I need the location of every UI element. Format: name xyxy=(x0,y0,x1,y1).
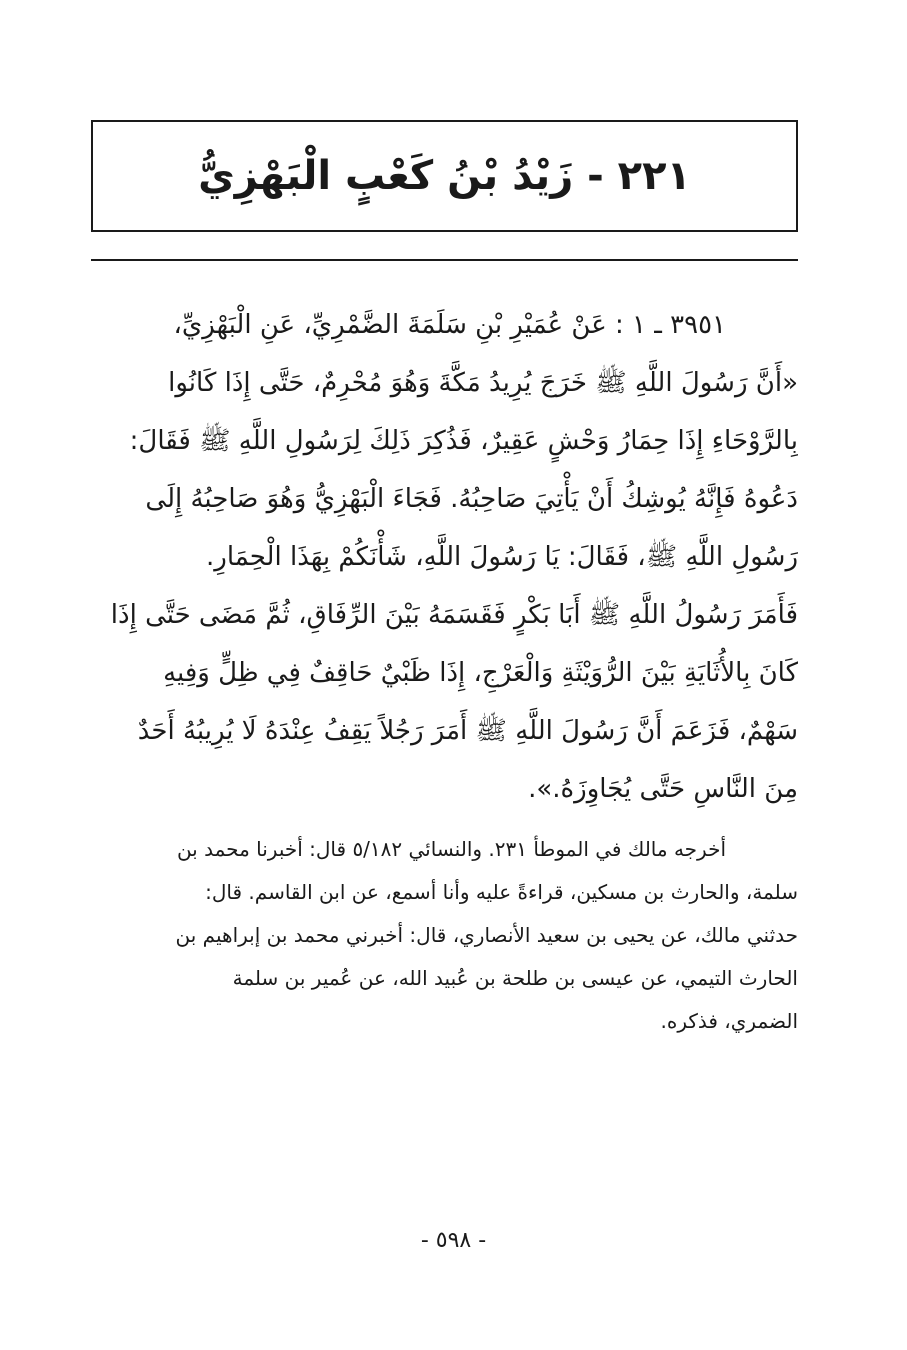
header-divider xyxy=(91,259,798,261)
hadith-line: مِنَ النَّاسِ حَتَّى يُجَاوِزَهُ.». xyxy=(528,774,798,804)
takhrij-line: حدثني مالك، عن يحيى بن سعيد الأنصاري، قال: أخبرني محمد بن إبراهيم بن xyxy=(175,923,798,947)
hadith-line: رَسُولِ اللَّهِ ﷺ، فَقَالَ: يَا رَسُولَ اللَّهِ، شَأْنَكُمْ بِهَذَا الْحِمَارِ. xyxy=(206,542,798,572)
chapter-title: ٢٢١ - زَيْدُ بْنُ كَعْبٍ الْبَهْزِيُّ xyxy=(198,153,691,199)
takhrij-line: الضمري، فذكره. xyxy=(660,1009,798,1033)
hadith-text xyxy=(91,296,798,818)
hadith-line: دَعُوهُ فَإِنَّهُ يُوشِكُ أَنْ يَأْتِيَ صَاحِبُهُ. فَجَاءَ الْبَهْزِيُّ وَهُوَ صَاحِبُهُ إِلَى xyxy=(145,484,798,514)
hadith-line: سَهْمٌ، فَزَعَمَ أَنَّ رَسُولَ اللَّهِ ﷺ أَمَرَ رَجُلاً يَقِفُ عِنْدَهُ لَا يُرِيبُهُ أَحَدٌ xyxy=(137,716,798,746)
takhrij-notes xyxy=(91,828,798,1043)
hadith-line: «أَنَّ رَسُولَ اللَّهِ ﷺ خَرَجَ يُرِيدُ مَكَّةَ وَهُوَ مُحْرِمٌ، حَتَّى إِذَا كَانُوا xyxy=(168,368,798,398)
chapter-title-box xyxy=(91,120,798,232)
takhrij-line: الحارث التيمي، عن عيسى بن طلحة بن عُبيد الله، عن عُمير بن سلمة xyxy=(232,966,798,990)
hadith-line: كَانَ بِالأُثَايَةِ بَيْنَ الرُّوَيْثَةِ وَالْعَرْجِ، إِذَا ظَبْيٌ حَاقِفٌ فِي ظِلٍّ وَفِيهِ xyxy=(163,658,798,688)
hadith-line: فَأَمَرَ رَسُولُ اللَّهِ ﷺ أَبَا بَكْرٍ فَقَسَمَهُ بَيْنَ الرِّفَاقِ، ثُمَّ مَضَى حَتَّى إِذَا xyxy=(110,600,798,630)
takhrij-line: سلمة، والحارث بن مسكين، قراءةً عليه وأنا أسمع، عن ابن القاسم. قال: xyxy=(205,880,798,904)
page-number: - ٥٩٨ - xyxy=(420,1228,487,1253)
hadith-line: بِالرَّوْحَاءِ إِذَا حِمَارُ وَحْشٍ عَقِيرٌ، فَذُكِرَ ذَلِكَ لِرَسُولِ اللَّهِ ﷺ فَقَالَ: xyxy=(129,426,798,456)
hadith-line: ٣٩٥١ ـ ١ : عَنْ عُمَيْرِ بْنِ سَلَمَةَ الضَّمْرِيِّ، عَنِ الْبَهْزِيِّ، xyxy=(173,310,726,340)
takhrij-line: أخرجه مالك في الموطأ ٢٣١. والنسائي ٥/١٨٢ قال: أخبرنا محمد بن xyxy=(176,837,726,861)
